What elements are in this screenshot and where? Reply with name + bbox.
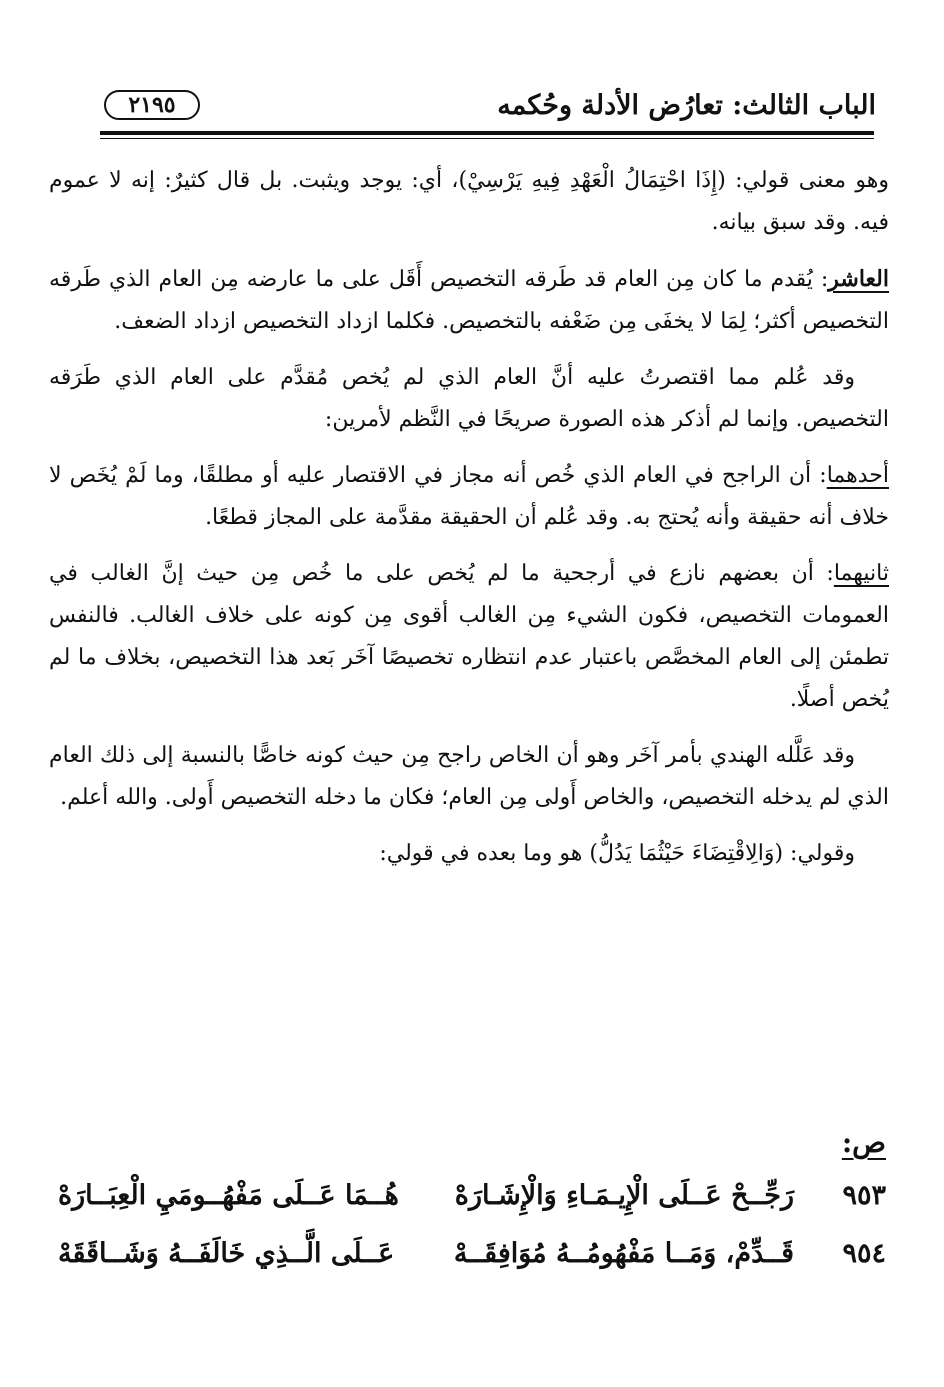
page-header bbox=[90, 88, 876, 132]
paragraph-tenth bbox=[49, 258, 889, 343]
matn-label: ص: bbox=[841, 1126, 886, 1159]
paragraph-lead: أحدهما bbox=[826, 463, 889, 488]
paragraph-text: : أن الراجح في العام الذي خُص أنه مجاز في الاقتصار عليه أو مطلقًا، وما لَمْ يُخَص لا خلاف أنه حقيقة وأنه يُحتج به. وقد عُلم أن الحقيقة مقدَّمة على المجاز قطعًا. bbox=[49, 463, 889, 530]
paragraph-text: وقد عُلم مما اقتصرتُ عليه أنَّ العام الذي لم يُخص مُقدَّم على العام الذي طَرَقه التخصيص. وإنما لم أذكر هذه الصورة صريحًا في النَّظم لأمرين: bbox=[49, 365, 889, 432]
paragraph-text: وقد عَلَّله الهندي بأمر آخَر وهو أن الخاص راجح مِن حيث كونه خاصًّا بالنسبة إلى ذلك العام الذي لم يدخله التخصيص، والخاص أَولى مِن العام؛ فكان ما دخله التخصيص أَولى. والله أعلم. bbox=[49, 743, 889, 810]
running-title: الباب الثالث: تعارُض الأدلة وحُكمه bbox=[497, 90, 876, 121]
verse-second-hemistich: هُــمَا عَــلَى مَفْهُــومَيِ الْعِبَــارَهْ bbox=[58, 1180, 399, 1211]
verse-number: ٩٥٤ bbox=[842, 1238, 886, 1269]
verse-first-hemistich: قَــدِّمْ، وَمَــا مَفْهُومُــهُ مُوَافِقَــهْ bbox=[453, 1238, 794, 1269]
verse-first-hemistich: رَجِّــحْ عَــلَى الْإِيـمَـاءِ وَالْإِشَـارَهْ bbox=[454, 1180, 794, 1211]
verse-line bbox=[58, 1238, 886, 1286]
verse-second-hemistich: عَــلَى الَّــذِي خَالَفَــهُ وَشَــاقَقَهْ bbox=[58, 1238, 395, 1269]
paragraph-text: : يُقدم ما كان مِن العام قد طَرقه التخصيص أَقَل على ما عارضه مِن العام الذي طَرقه التخصيص أكثر؛ لِمَا لا يخفَى مِن ضَعْفه بالتخصيص. فكلما ازداد التخصيص ازداد الضعف. bbox=[49, 267, 889, 334]
verse-line bbox=[58, 1180, 886, 1228]
paragraph bbox=[49, 357, 889, 441]
paragraph-text: وقولي: (وَالِاقْتِضَاءَ حَيْثُمَا يَدُلُّ) هو وما بعده في قولي: bbox=[379, 841, 855, 866]
paragraph-first-reason bbox=[49, 455, 889, 539]
paragraph bbox=[49, 160, 889, 244]
page-number-badge: ٢١٩٥ bbox=[104, 90, 200, 120]
header-rule-thin bbox=[100, 138, 874, 139]
paragraph-lead: العاشر bbox=[828, 266, 889, 292]
paragraph-text: : أن بعضهم نازع في أرجحية ما لم يُخص على ما خُص مِن حيث إنَّ الغالب في العمومات التخصيص، فكون الشيء مِن الغالب أقوى مِن كونه على خلاف الغالب. فالنفس تطمئن إلى العام المخصَّص باعتبار عدم انتظاره تخصيصًا آخَر بَعد هذا التخصيص، بخلاف ما لم يُخص أصلًا. bbox=[49, 561, 889, 712]
header-rule-thick bbox=[100, 131, 874, 135]
paragraph-text: وهو معنى قولي: (إِذَا احْتِمَالُ الْعَهْدِ فِيهِ يَرْسِيْ)، أي: يوجد ويثبت. بل قال كثيرٌ: إنه لا عموم فيه. وقد سبق بيانه. bbox=[49, 168, 889, 235]
paragraph-lead: ثانيهما bbox=[833, 561, 889, 586]
paragraph bbox=[49, 833, 889, 875]
paragraph-second-reason bbox=[49, 553, 889, 721]
verse-number: ٩٥٣ bbox=[842, 1180, 886, 1211]
body-text bbox=[49, 160, 889, 889]
paragraph bbox=[49, 735, 889, 819]
